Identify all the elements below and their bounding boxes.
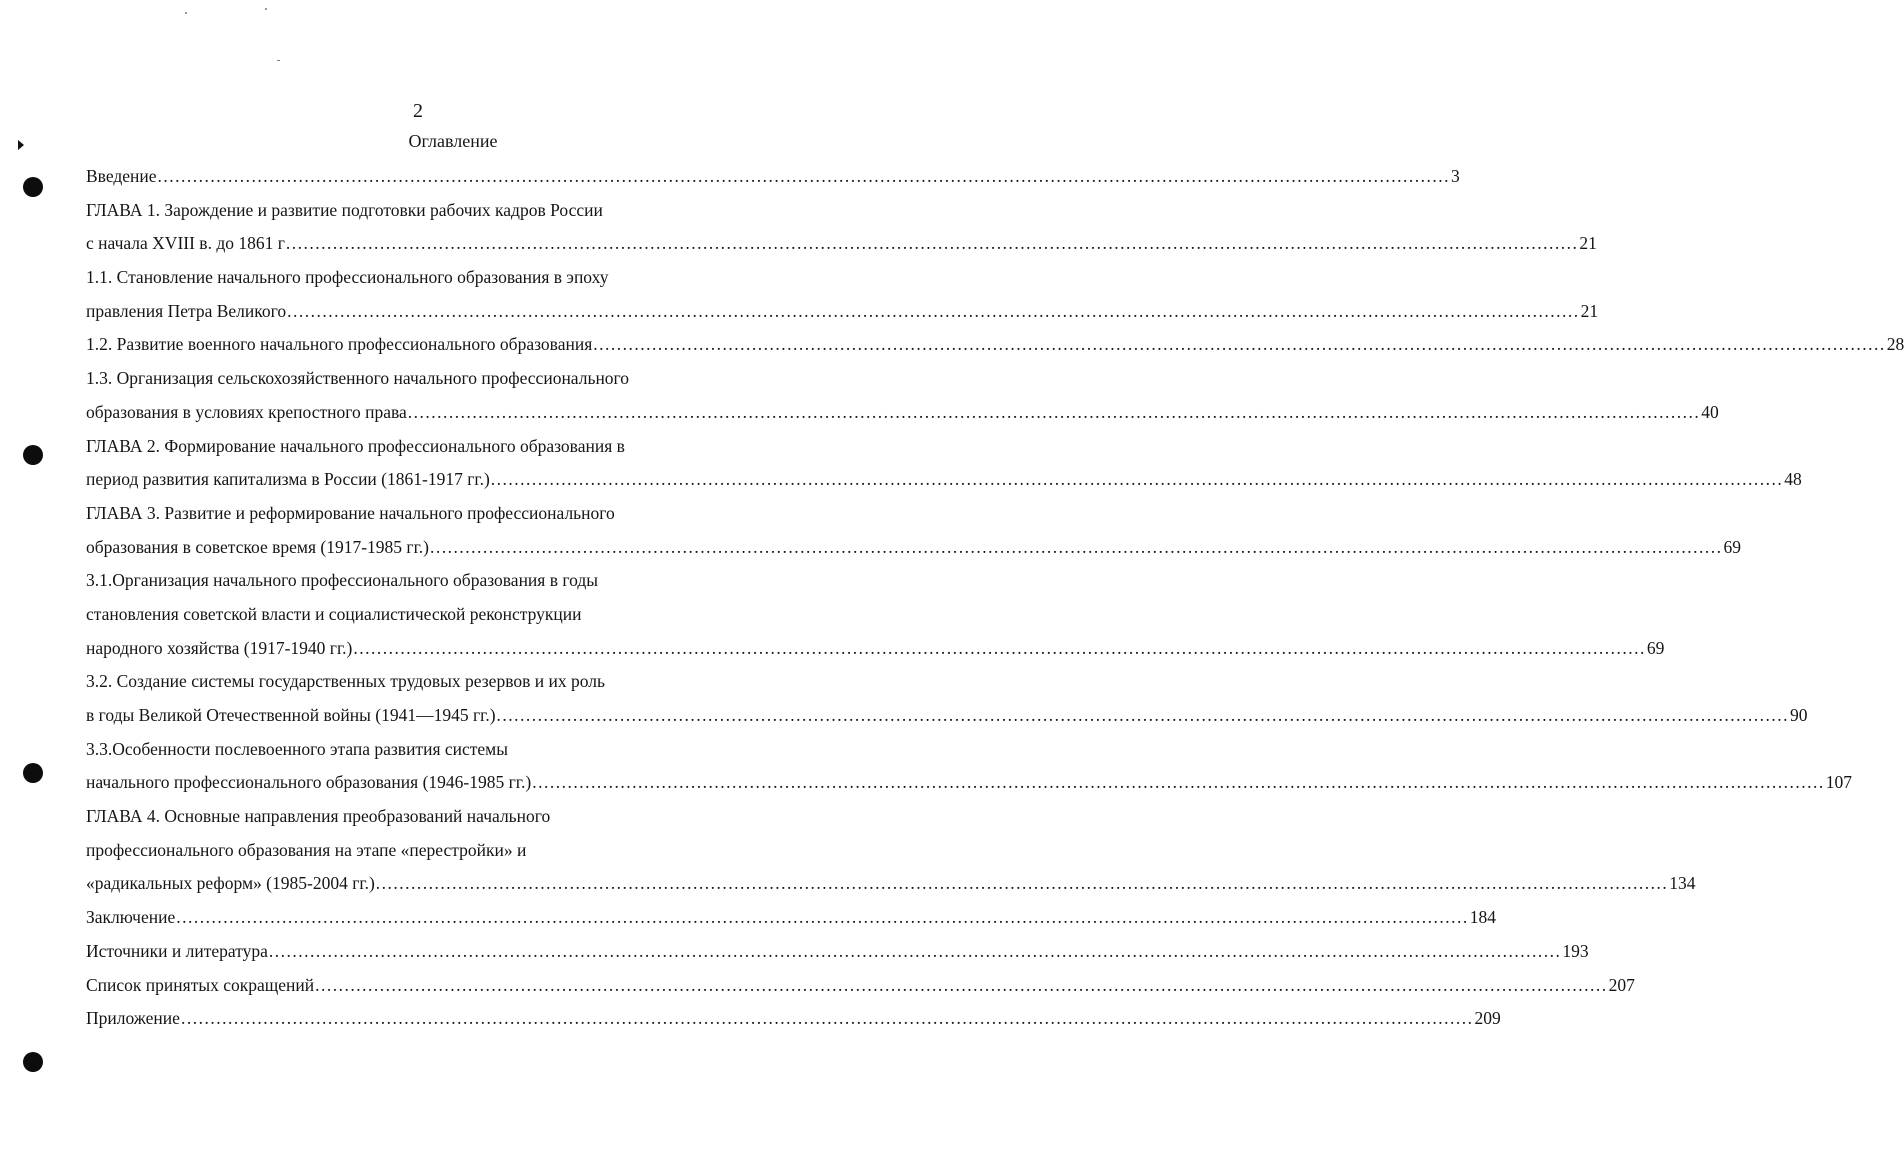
toc-line <box>86 598 738 632</box>
toc-entry-text: 3.3.Особенности послевоенного этапа развития системы <box>86 738 509 759</box>
dot-leader: ............................................................................................................................................................................................................................ <box>315 974 1608 995</box>
dot-leader: ............................................................................................................................................................................................................................ <box>490 469 1784 490</box>
page-number: 2 <box>413 100 423 122</box>
dot-leader: ............................................................................................................................................................................................................................ <box>407 401 1701 422</box>
toc-entry-text: ГЛАВА 3. Развитие и реформирование начального профессионального <box>86 502 615 523</box>
dot-leader: ............................................................................................................................................................................................................................ <box>176 907 1469 928</box>
dot-leader: ............................................................................................................................................................................................................................ <box>532 772 1825 793</box>
toc-page-number: 209 <box>1474 1008 1501 1029</box>
toc-entry-text: 1.1. Становление начального профессионального образования в эпоху <box>86 267 609 288</box>
binder-hole <box>23 177 43 197</box>
toc-entry-text: с начала XVIII в. до 1861 г <box>86 233 285 254</box>
toc-entry-text: Список принятых сокращений <box>86 974 315 995</box>
toc-line <box>86 194 738 228</box>
toc-line <box>86 463 1802 497</box>
scan-speck <box>265 8 267 10</box>
dot-leader: ............................................................................................................................................................................................................................ <box>157 166 1451 186</box>
toc-entry-text: профессионального образования на этапе «перестройки» и <box>86 839 527 860</box>
dot-leader: ............................................................................................................................................................................................................................ <box>496 705 1790 725</box>
toc-page-number: 134 <box>1669 873 1696 894</box>
toc-line <box>86 969 1635 1003</box>
toc-line <box>86 564 738 598</box>
toc-line <box>86 632 1665 666</box>
toc-line <box>86 901 1496 935</box>
toc-entry-text: народного хозяйства (1917-1940 гг.) <box>86 637 353 658</box>
toc-entry-text: ГЛАВА 1. Зарождение и развитие подготовки рабочих кадров России <box>86 199 603 220</box>
toc-entry-text: образования в условиях крепостного права <box>86 401 407 422</box>
toc-entry-text: 1.2. Развитие военного начального профессионального образования <box>86 334 593 355</box>
toc-page-number: 90 <box>1790 705 1808 725</box>
scan-speck <box>185 12 187 14</box>
toc-page-number: 69 <box>1723 536 1742 557</box>
toc-line <box>86 362 738 396</box>
toc-page-number: 48 <box>1784 469 1802 490</box>
toc-page-number: 21 <box>1580 300 1599 321</box>
toc-line <box>86 160 1460 194</box>
toc-line <box>86 261 738 295</box>
toc-line <box>86 766 1852 800</box>
toc-line <box>86 834 738 868</box>
binder-hole <box>23 445 43 465</box>
toc-line <box>86 699 1808 733</box>
toc-entry-text: образования в советское время (1917-1985 гг.) <box>86 536 430 557</box>
toc-page-number: 28 <box>1886 334 1904 355</box>
binder-hole <box>23 763 43 783</box>
toc-page-number: 193 <box>1562 940 1589 961</box>
dot-leader: ............................................................................................................................................................................................................................ <box>375 873 1669 894</box>
toc-entry-text: период развития капитализма в России (1861-1917 гг.) <box>86 469 490 490</box>
toc-line <box>86 665 738 699</box>
dot-leader: ............................................................................................................................................................................................................................ <box>287 300 1580 321</box>
toc-line <box>86 531 1742 565</box>
toc-line <box>86 430 738 464</box>
binder-hole <box>23 1052 43 1072</box>
toc-entry-text: 1.3. Организация сельскохозяйственного начального профессионального <box>86 368 630 389</box>
dot-leader: ............................................................................................................................................................................................................................ <box>593 334 1886 355</box>
toc-entry-text: Источники и литература <box>86 940 268 961</box>
toc-entry-text: ГЛАВА 4. Основные направления преобразований начального <box>86 806 551 827</box>
toc-line <box>86 396 1719 430</box>
dot-leader: ............................................................................................................................................................................................................................ <box>268 940 1562 961</box>
toc-line <box>86 935 1589 969</box>
toc-line <box>86 1002 1501 1036</box>
toc-entry-text: ГЛАВА 2. Формирование начального профессионального образования в <box>86 435 625 456</box>
toc-entry-text: 3.2. Создание системы государственных трудовых резервов и их роль <box>86 671 605 692</box>
toc-entry-text: правления Петра Великого <box>86 300 287 321</box>
toc-entry-text: начального профессионального образования (1946-1985 гг.) <box>86 772 532 793</box>
toc-entry-text: 3.1.Организация начального профессионального образования в годы <box>86 570 599 591</box>
toc-page-number: 21 <box>1579 233 1597 254</box>
toc-line <box>86 867 1696 901</box>
toc-entry-text: Заключение <box>86 907 176 928</box>
toc-line <box>86 295 1599 329</box>
toc-line <box>86 497 738 531</box>
toc-entry-text: Приложение <box>86 1008 180 1029</box>
toc-page-number: 107 <box>1825 772 1852 793</box>
toc-page-number: 40 <box>1701 401 1719 422</box>
toc-line <box>86 733 738 767</box>
toc-line <box>86 227 1597 261</box>
toc-title: Оглавление <box>408 131 498 151</box>
toc-page-number: 69 <box>1646 637 1665 658</box>
dot-leader: ............................................................................................................................................................................................................................ <box>353 637 1646 658</box>
toc-page-number: 207 <box>1608 974 1635 995</box>
toc-entry-text: становления советской власти и социалистической реконструкции <box>86 603 582 624</box>
toc-entry-text: Введение <box>86 166 157 186</box>
table-of-contents <box>86 160 1904 1036</box>
scan-speck <box>277 60 280 61</box>
toc-line <box>86 800 738 834</box>
toc-line <box>86 328 1904 362</box>
toc-page-number: 3 <box>1451 166 1460 186</box>
toc-entry-text: «радикальных реформ» (1985-2004 гг.) <box>86 873 375 894</box>
toc-page-number: 184 <box>1469 907 1496 928</box>
dot-leader: ............................................................................................................................................................................................................................ <box>285 233 1579 254</box>
dot-leader: ............................................................................................................................................................................................................................ <box>180 1008 1474 1029</box>
toc-entry-text: в годы Великой Отечественной войны (1941—1945 гг.) <box>86 705 496 725</box>
dot-leader: ............................................................................................................................................................................................................................ <box>430 536 1723 557</box>
